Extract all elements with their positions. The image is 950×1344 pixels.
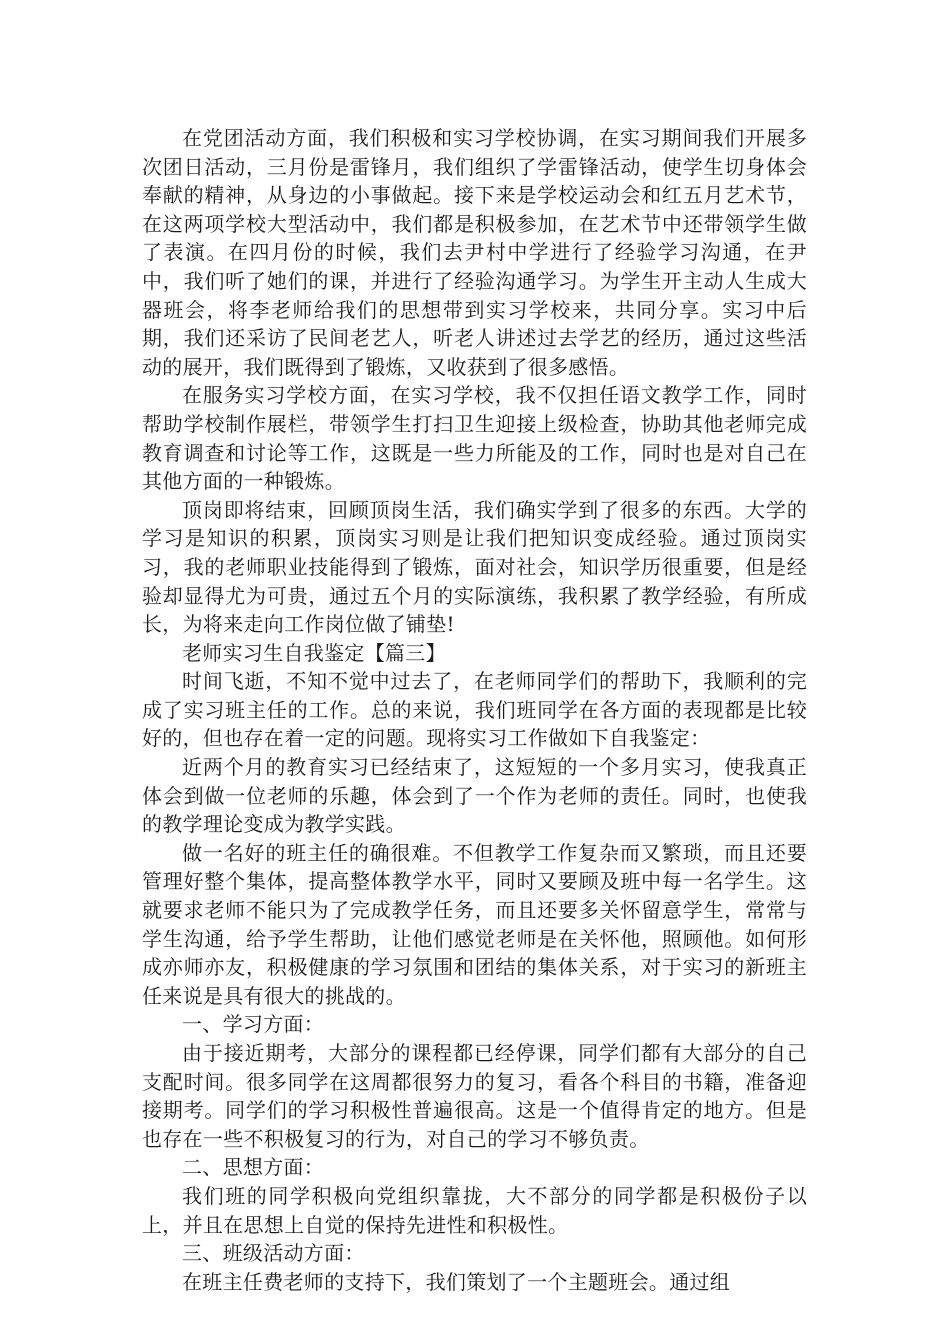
section-heading-part-three: 老师实习生自我鉴定【篇三】 xyxy=(182,640,446,665)
subheading-class-activities: 三、班级活动方面： xyxy=(182,1241,365,1266)
paragraph-party-activities: 在党团活动方面，我们积极和实习学校协调，在实习期间我们开展多次团日活动，三月份是雷锋月，我们组织了学雷锋活动，使学生切身体会奉献的精神，从身边的小事做起。接下来是学校运动会和红五月艺术节，在这两项学校大型活动中，我们都是积极参加，在艺术节中还带领学生做了表演。在四月份的时候，我们去尹村中学进行了经验学习沟通，在尹中，我们听了她们的课，并进行了经验沟通学习。为学生开主动人生成大器班会，将李老师给我们的思想带到实习学校来，共同分享。实习中后期，我们还采访了民间老艺人，听老人讲述过去学艺的经历，通过这些活动的展开，我们既得到了锻炼，又收获到了很多感悟。 xyxy=(142,126,807,379)
paragraph-teaching-practice: 近两个月的教育实习已经结束了，这短短的一个多月实习，使我真正体会到做一位老师的乐趣，体会到了一个作为老师的责任。同时，也使我的教学理论变成为教学实践。 xyxy=(142,755,807,837)
paragraph-thought: 我们班的同学积极向党组织靠拢，大不部分的同学都是积极份子以上，并且在思想上自觉的保持先进性和积极性。 xyxy=(142,1183,807,1237)
paragraph-school-service: 在服务实习学校方面，在实习学校，我不仅担任语文教学工作，同时帮助学校制作展栏，带领学生打扫卫生迎接上级检查，协助其他老师完成教育调查和讨论等工作，这既是一些力所能及的工作，同时也是对自己在其他方面的一种锻炼。 xyxy=(142,383,807,494)
subheading-thought: 二、思想方面： xyxy=(182,1155,325,1180)
paragraph-class-activities: 在班主任费老师的支持下，我们策划了一个主题班会。通过组 xyxy=(182,1269,731,1294)
subheading-study: 一、学习方面： xyxy=(182,1012,325,1037)
paragraph-internship-review: 顶岗即将结束，回顾顶岗生活，我们确实学到了很多的东西。大学的学习是知识的积累，顶岗实习则是让我们把知识变成经验。通过顶岗实习，我的老师职业技能得到了锻炼，面对社会，知识学历很重要，但是经验却显得尤为可贵，通过五个月的实际演练，我积累了教学经验，有所成长，为将来走向工作岗位做了铺垫! xyxy=(142,497,807,637)
document-body xyxy=(142,124,807,1296)
paragraph-study: 由于接近期考，大部分的课程都已经停课，同学们都有大部分的自己支配时间。很多同学在这周都很努力的复习，看各个科目的书籍，准备迎接期考。同学们的学习积极性普遍很高。这是一个值得肯定的地方。但是也存在一些不积极复习的行为，对自己的学习不够负责。 xyxy=(142,1041,807,1151)
paragraph-class-teacher-challenge: 做一名好的班主任的确很难。不但教学工作复杂而又繁琐，而且还要管理好整个集体，提高整体教学水平，同时又要顾及班中每一名学生。这就要求老师不能只为了完成教学任务，而且还要多关怀留意学生，常常与学生沟通，给予学生帮助，让他们感觉老师是在关怀他，照顾他。如何形成亦师亦友，积极健康的学习氛围和团结的集体关系，对于实习的新班主任来说是具有很大的挑战的。 xyxy=(142,840,807,1008)
paragraph-intro-self-assessment: 时间飞逝，不知不觉中过去了，在老师同学们的帮助下，我顺利的完成了实习班主任的工作。总的来说，我们班同学在各方面的表现都是比较好的，但也存在着一定的问题。现将实习工作做如下自我鉴定： xyxy=(142,669,807,751)
